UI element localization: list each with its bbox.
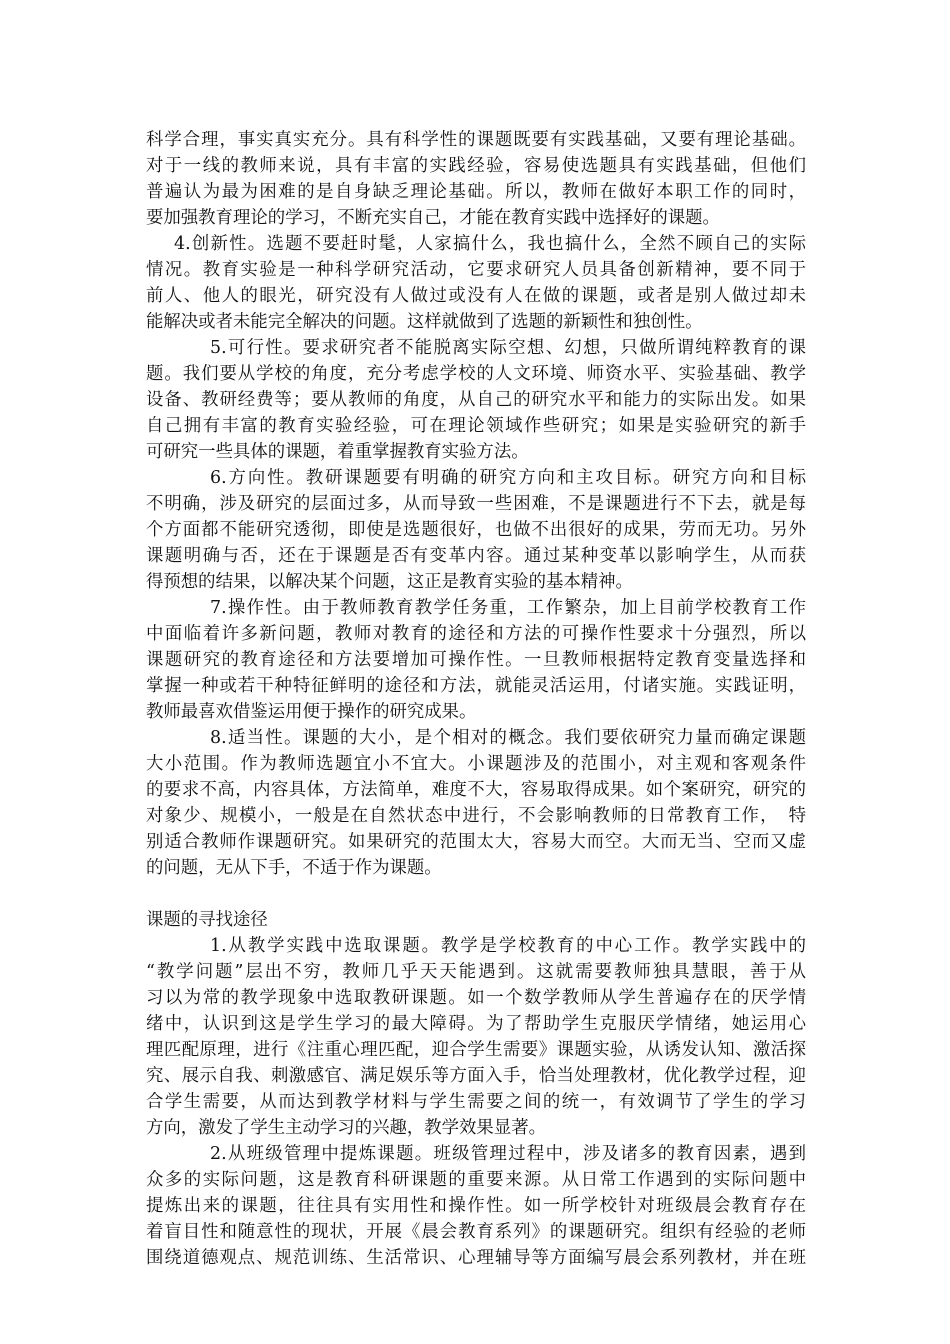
text-line: 绪中，认识到这是学生学习的最大障碍。为了帮助学生克服厌学情绪，她运用心 (146, 1014, 806, 1034)
text-line: 中面临着许多新问题，教师对教育的途径和方法的可操作性要求十分强烈，所以 (146, 624, 806, 644)
text-line: 科学合理，事实真实充分。具有科学性的课题既要有实践基础，又要有理论基础。 (146, 130, 806, 150)
text-line: 课题明确与否，还在于课题是否有变革内容。通过某种变革以影响学生，从而获 (146, 546, 806, 566)
text-line: “教学问题”层出不穷，教师几乎天天能遇到。这就需要教师独具慧眼，善于从 (146, 962, 806, 982)
paragraph-8-first-line: 8.适当性。课题的大小，是个相对的概念。我们要依研究力量而确定课题 (210, 728, 806, 748)
paragraph-4-first-line: 4.创新性。选题不要赶时髦，人家搞什么，我也搞什么，全然不顾自己的实际 (174, 234, 806, 254)
text-line: 普遍认为最为困难的是自身缺乏理论基础。所以，教师在做好本职工作的同时， (146, 182, 806, 202)
path-1-first-line: 1.从教学实践中选取课题。教学是学校教育的中心工作。教学实践中的 (210, 936, 806, 956)
text-line: 对于一线的教师来说，具有丰富的实践经验，容易使选题具有实践基础，但他们 (146, 156, 806, 176)
text-line: 掌握一种或若干种特征鲜明的途径和方法，就能灵活运用，付诸实施。实践证明， (146, 676, 806, 696)
text-line: 众多的实际问题，这是教育科研课题的重要来源。从日常工作遇到的实际问题中 (146, 1170, 806, 1190)
paragraph-6-first-line: 6.方向性。教研课题要有明确的研究方向和主攻目标。研究方向和目标 (210, 468, 806, 488)
text-line: 对象少、规模小，一般是在自然状态中进行，不会影响教师的日常教育工作， 特 (146, 806, 806, 826)
text-line: 自己拥有丰富的教育实验经验，可在理论领域作些研究；如果是实验研究的新手 (146, 416, 806, 436)
text-line: 习以为常的教学现象中选取教研课题。如一个数学教师从学生普遍存在的厌学情 (146, 988, 806, 1008)
text-line: 围绕道德观点、规范训练、生活常识、心理辅导等方面编写晨会系列教材，并在班 (146, 1248, 806, 1268)
text-line: 的要求不高，内容具体，方法简单，难度不大，容易取得成果。如个案研究，研究的 (146, 780, 806, 800)
text-line: 题。我们要从学校的角度，充分考虑学校的人文环境、师资水平、实验基础、教学 (146, 364, 806, 384)
text-line: 别适合教师作课题研究。如果研究的范围太大，容易大而空。大而无当、空而又虚 (146, 832, 806, 852)
text-line: 教师最喜欢借鉴运用便于操作的研究成果。 (146, 702, 477, 722)
text-line: 情况。教育实验是一种科学研究活动，它要求研究人员具备创新精神，要不同于 (146, 260, 806, 280)
text-line: 提炼出来的课题，往往具有实用性和操作性。如一所学校针对班级晨会教育存在 (146, 1196, 806, 1216)
text-line: 方向，激发了学生主动学习的兴趣，教学效果显著。 (146, 1118, 546, 1138)
path-2-first-line: 2.从班级管理中提炼课题。班级管理过程中，涉及诸多的教育因素，遇到 (210, 1144, 806, 1164)
text-line: 前人、他人的眼光，研究没有人做过或没有人在做的课题，或者是别人做过却未 (146, 286, 806, 306)
text-line: 大小范围。作为教师选题宜小不宜大。小课题涉及的范围小，对主观和客观条件 (146, 754, 806, 774)
paragraph-7-first-line: 7.操作性。由于教师教育教学任务重，工作繁杂，加上目前学校教育工作 (210, 598, 806, 618)
text-line: 究、展示自我、刺激感官、满足娱乐等方面入手，恰当处理教材，优化教学过程，迎 (146, 1066, 806, 1086)
text-line: 得预想的结果，以解决某个问题，这正是教育实验的基本精神。 (146, 572, 633, 592)
text-line: 能解决或者未能完全解决的问题。这样就做到了选题的新颖性和独创性。 (146, 312, 703, 332)
text-line: 的问题，无从下手，不适于作为课题。 (146, 858, 442, 878)
text-line: 合学生需要，从而达到教学材料与学生需要之间的统一，有效调节了学生的学习 (146, 1092, 806, 1112)
text-line: 可研究一些具体的课题，着重掌握教育实验方法。 (146, 442, 529, 462)
section-heading: 课题的寻找途径 (146, 910, 268, 930)
text-line: 课题研究的教育途径和方法要增加可操作性。一旦教师根据特定教育变量选择和 (146, 650, 806, 670)
text-line: 要加强教育理论的学习，不断充实自己，才能在教育实践中选择好的课题。 (146, 208, 720, 228)
text-line: 着盲目性和随意性的现状，开展《晨会教育系列》的课题研究。组织有经验的老师 (146, 1222, 806, 1242)
text-line: 不明确，涉及研究的层面过多，从而导致一些困难，不是课题进行不下去，就是每 (146, 494, 806, 514)
text-line: 设备、教研经费等；要从教师的角度，从自己的研究水平和能力的实际出发。如果 (146, 390, 806, 410)
text-line: 个方面都不能研究透彻，即使是选题很好，也做不出很好的成果，劳而无功。另外 (146, 520, 806, 540)
text-line: 理匹配原理，进行《注重心理匹配，迎合学生需要》课题实验，从诱发认知、激活探 (146, 1040, 806, 1060)
paragraph-5-first-line: 5.可行性。要求研究者不能脱离实际空想、幻想，只做所谓纯粹教育的课 (210, 338, 806, 358)
